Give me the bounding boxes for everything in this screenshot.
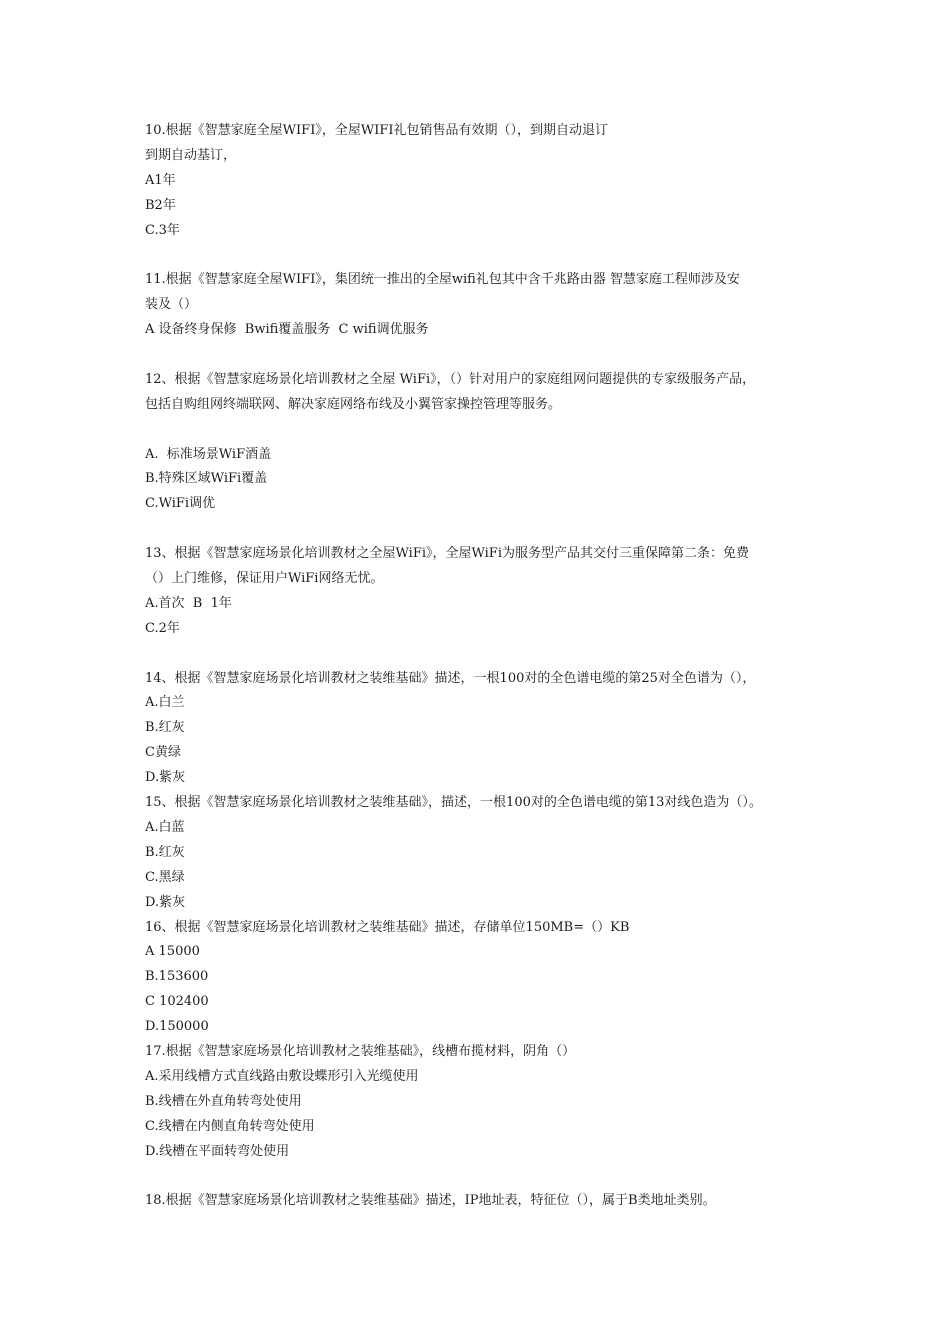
question-line: C.WiFi调优 — [145, 496, 216, 512]
question-line: 到期自动基订， — [145, 147, 237, 163]
question-line: A.采用线槽方式直线路由敷设蝶形引入光缆使用 — [145, 1068, 419, 1084]
question-line: A.白兰 — [145, 695, 185, 711]
question-line: A 15000 — [145, 944, 200, 960]
question-text: 12、根据《智慧家庭场景化培训教材之全屋 WiFi》，（）针对用户的家庭组网问题提供的专家级服务产品， — [145, 371, 756, 387]
question-block — [145, 119, 815, 243]
question-line: 16、根据《智慧家庭场景化培训教材之装维基础》描述，存储单位150MB=（）KB — [145, 919, 630, 935]
question-block — [145, 1189, 815, 1214]
paragraph-gap — [145, 642, 815, 667]
question-line: C.线槽在内侧直角转弯处使用 — [145, 1118, 315, 1134]
question-line: A 设备终身保修 Bwifi覆盖服务 C wifi调优服务 — [145, 322, 429, 338]
question-line: D.线槽在平面转弯处使用 — [145, 1143, 290, 1159]
question-line: 装及（） — [145, 297, 198, 313]
question-line: B.特殊区域WiFi覆盖 — [145, 471, 268, 487]
paragraph-gap — [145, 343, 815, 368]
question-text: 18.根据《智慧家庭场景化培训教材之装维基础》描述，IP地址表，特征位（），属于B类地址类别。 — [145, 1193, 716, 1209]
question-line: A.首次 B 1年 — [145, 595, 232, 611]
question-line: A1年 — [145, 172, 176, 188]
question-text: 10.根据《智慧家庭全屋WIFI》，全屋WIFI礼包销售品有效期（），到期自动退订 — [145, 123, 608, 138]
question-line: D.紫灰 — [145, 770, 186, 786]
question-line: D.150000 — [145, 1019, 209, 1035]
question-line: （）上门维修，保证用户WiFi网络无忧。 — [145, 571, 384, 587]
question-line: A.白蓝 — [145, 819, 185, 835]
question-line: B.153600 — [145, 969, 209, 985]
question-line: B.红灰 — [145, 844, 185, 860]
question-line — [145, 418, 815, 443]
question-block — [145, 542, 815, 642]
paragraph-gap — [145, 1164, 815, 1189]
question-block — [145, 268, 815, 343]
question-text: 14、根据《智慧家庭场景化培训教材之装维基础》描述，一根100对的全色谱电缆的第25对全色谱为（）， — [145, 670, 756, 686]
question-line: B.线槽在外直角转弯处使用 — [145, 1093, 302, 1109]
question-line: D.紫灰 — [145, 894, 186, 910]
question-line: C.2年 — [145, 620, 180, 636]
question-line: A. 标准场景WiF酒盖 — [145, 446, 272, 462]
question-line: 17.根据《智慧家庭场景化培训教材之装维基础》，线槽布揽材料，阴角（） — [145, 1043, 576, 1059]
question-block — [145, 667, 815, 1165]
question-line: C.黑绿 — [145, 869, 185, 885]
question-line: 15、根据《智慧家庭场景化培训教材之装维基础》，描述，一根100对的全色谱电缆的第13对线色造为（）。 — [145, 795, 762, 811]
question-text: 11.根据《智慧家庭全屋WIFI》，集团统一推出的全屋wifi礼包其中含千兆路由器 智慧家庭工程师涉及安 — [145, 272, 740, 288]
question-text: 13、根据《智慧家庭场景化培训教材之全屋WiFi》，全屋WiFi为服务型产品其交付三重保障第二条：免费 — [145, 546, 749, 562]
question-line: 包括自购组网终端联网、解决家庭网络布线及小翼管家操控管理等服务。 — [145, 396, 562, 412]
document-body — [145, 119, 815, 1214]
question-line: C 102400 — [145, 994, 209, 1010]
question-line: C.3年 — [145, 222, 180, 238]
paragraph-gap — [145, 517, 815, 542]
question-line: B.红灰 — [145, 720, 185, 736]
paragraph-gap — [145, 243, 815, 268]
question-block — [145, 368, 815, 517]
question-line: C黄绿 — [145, 745, 181, 761]
question-line: B2年 — [145, 197, 176, 213]
